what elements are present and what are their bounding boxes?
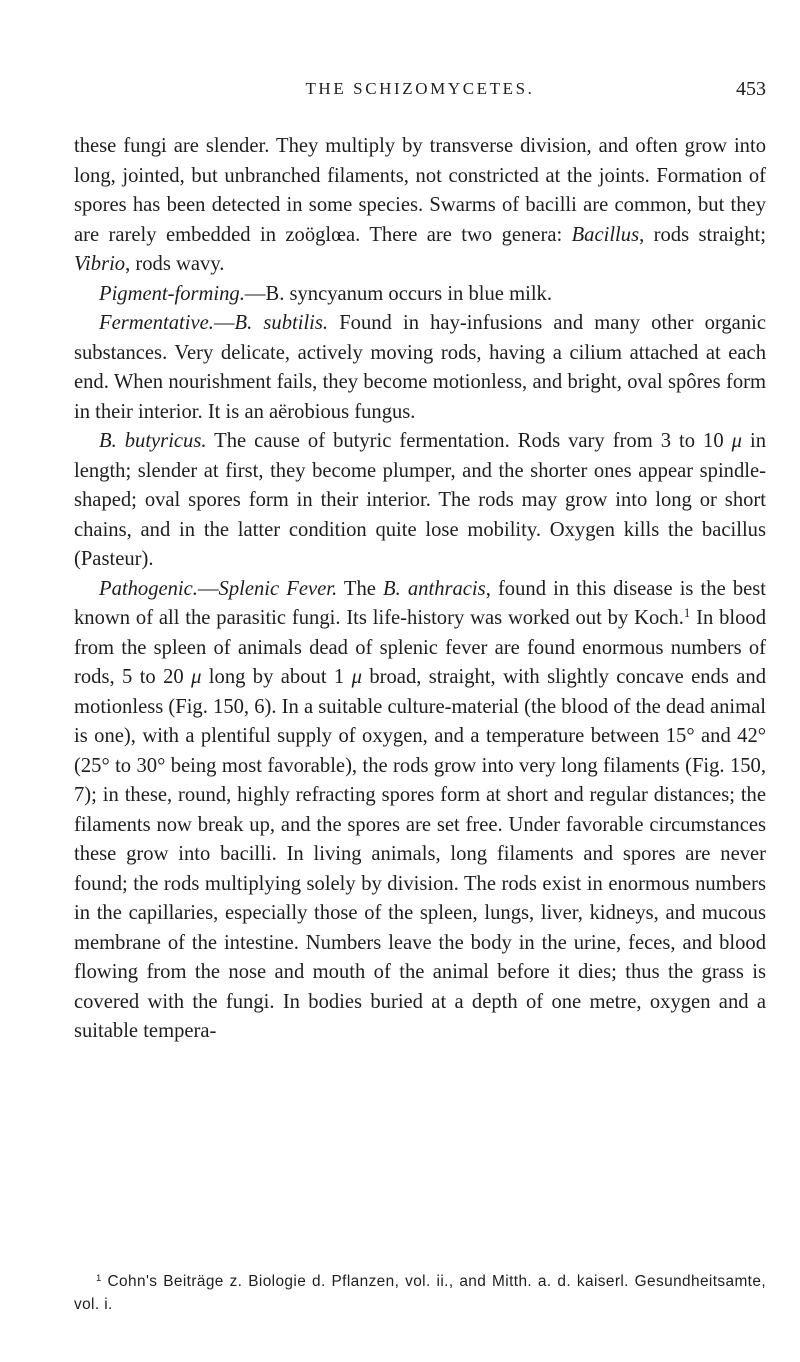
text-span: — bbox=[197, 577, 219, 600]
text-span: broad, straight, with slightly concave ends and motionless (Fig. 150, 6). In a suitable culture-material (the blood of the dead animal is one), with a plentiful supply of oxygen, and a temperature between 15° and 42° (25° to 30° being most favorable), the rods grow into very long filaments (Fig. 150, 7); in these, round, highly refracting spores form at short and regular distances; the filaments now break up, and the spores are set free. Under favorable circumstances these grow into bacilli. In living animals, long filaments and spores are never found; the rods multiplying solely by division. The rods exist in enormous numbers in the capillaries, especially those of the spleen, lungs, liver, kidneys, and mucous membrane of the intestine. Numbers leave the body in the urine, feces, and blood flowing from the nose and mouth of the animal before it dies; thus the grass is covered with the fungi. In bodies buried at a depth of one metre, oxygen and a suitable tempera- bbox=[74, 666, 766, 1042]
text-span: Found in hay-infusions and many other organic substances. Very delicate, actively moving rods, having a cilium attached at each end. When nourishment fails, they become motionless, and bright, oval spôres form in their interior. It is an aërobious fungus. bbox=[74, 312, 766, 423]
text-span: these fungi are slender. They multiply by transverse division, and often grow into long, jointed, but unbranched filaments, not constricted at the joints. Formation of spores has been detected in some species. Swarms of bacilli are common, but they are rarely embedded in zoöglœa. There are two genera: bbox=[74, 135, 766, 246]
footnote bbox=[74, 1270, 766, 1316]
paragraph-pigment-forming bbox=[74, 280, 766, 310]
page-number: 453 bbox=[736, 78, 766, 100]
paragraph-fermentative-subtilis bbox=[74, 309, 766, 427]
italic-span: Pathogenic. bbox=[99, 577, 198, 600]
text-span: , rods straight; bbox=[639, 223, 767, 246]
italic-span: Pigment-forming. bbox=[99, 282, 245, 305]
text-span: , found in this disease is the best known of all the parasitic fungi. Its life-history was worked out by Koch. bbox=[74, 577, 766, 629]
paragraph-pathogenic-splenic-fever bbox=[74, 575, 766, 1047]
text-span: The bbox=[337, 577, 384, 600]
italic-span: Vibrio bbox=[74, 253, 126, 275]
footnote-text: Cohn's Beiträge z. Biologie d. Pflanzen, vol. ii., and Mitth. a. d. kaiserl. Gesundheitsamte, vol. i. bbox=[74, 1273, 766, 1313]
italic-span: Splenic Fever. bbox=[218, 577, 338, 600]
page-header bbox=[74, 74, 766, 104]
footnote-reference: 1 bbox=[683, 605, 691, 620]
running-head: THE SCHIZOMYCETES. bbox=[305, 79, 535, 98]
italic-span: Fermentative. bbox=[99, 312, 214, 334]
paragraph-butyricus bbox=[74, 427, 766, 575]
italic-span: B. subtilis. bbox=[234, 312, 329, 334]
italic-span: μ bbox=[351, 666, 362, 688]
italic-span: μ bbox=[191, 666, 202, 688]
footnote-block bbox=[74, 1270, 766, 1316]
italic-span: Bacillus bbox=[571, 223, 640, 246]
italic-span: μ bbox=[731, 430, 742, 452]
text-span: , rods wavy. bbox=[125, 253, 225, 275]
text-span: — bbox=[213, 312, 235, 334]
italic-span: B. butyricus. bbox=[99, 430, 207, 452]
text-span: The cause of butyric fermentation. Rods vary from 3 to 10 bbox=[206, 430, 732, 452]
text-span: In blood from the spleen of animals dead of splenic fever are found enormous numbers of rods, 5 to 20 bbox=[74, 607, 766, 688]
italic-span: B. anthracis bbox=[383, 577, 486, 600]
footnote-marker: 1 bbox=[96, 1272, 102, 1284]
text-span: long by about 1 bbox=[201, 666, 352, 688]
text-span: in length; slender at first, they become plumper, and the shorter ones appear spindle-shaped; oval spores form in their interior. The rods may grow into long or short chains, and in the latter condition quite lose mobility. Oxygen kills the bacillus (Pasteur). bbox=[74, 430, 767, 570]
text-span: —B. syncyanum occurs in blue milk. bbox=[244, 282, 553, 305]
paragraph-genera bbox=[74, 132, 766, 280]
body-text bbox=[74, 132, 766, 1047]
